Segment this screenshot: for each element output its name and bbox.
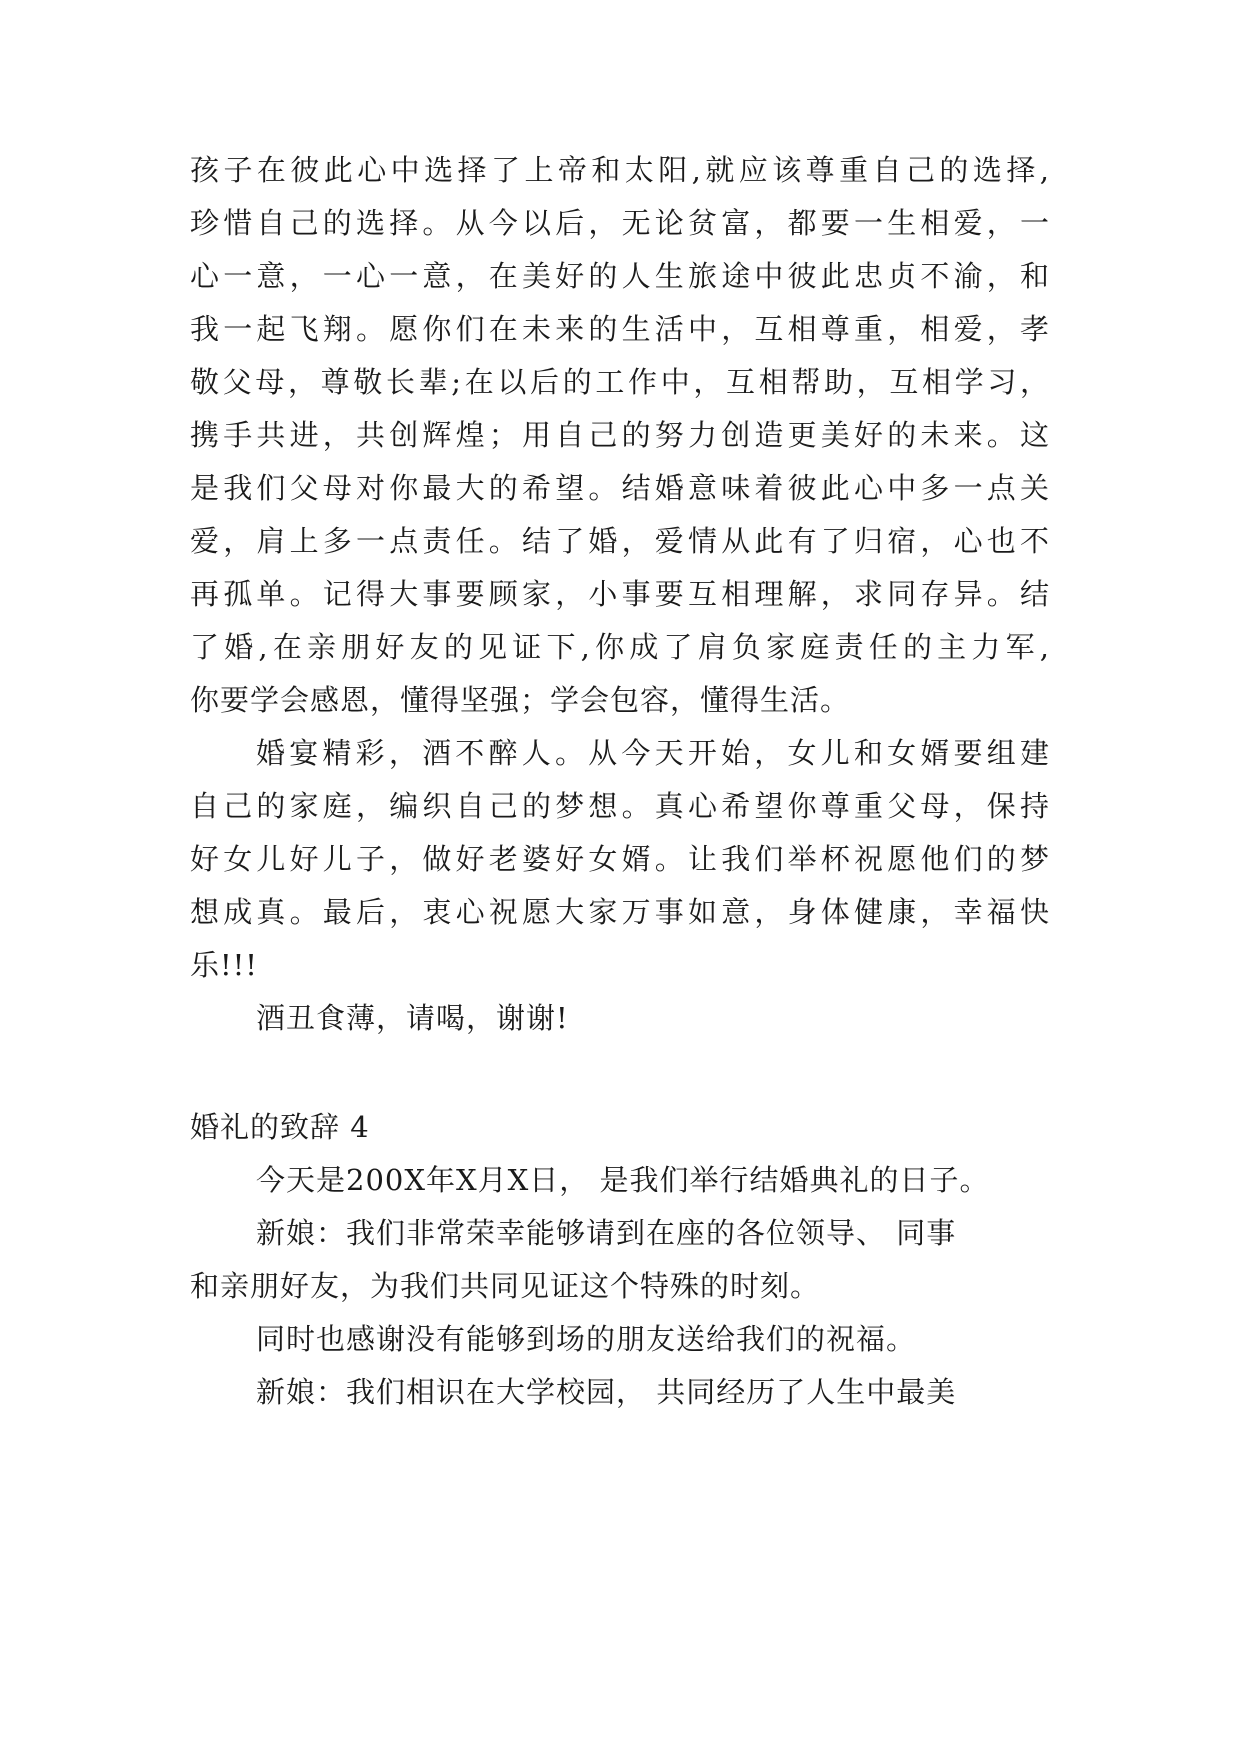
text-line: 和亲朋好友，为我们共同见证这个特殊的时刻。 (190, 1269, 821, 1303)
text-line: 敬父母，尊敬长辈;在以后的工作中，互相帮助，互相学习， (190, 365, 1050, 399)
text-line: 好女儿好儿子，做好老婆好女婿。让我们举杯祝愿他们的梦 (190, 842, 1050, 876)
text-line: 新娘：我们非常荣幸能够请到在座的各位领导、 同事 (256, 1216, 957, 1250)
text-line: 你要学会感恩，懂得坚强；学会包容，懂得生活。 (190, 683, 851, 717)
text-line: 爱，肩上多一点责任。结了婚，爱情从此有了归宿，心也不 (190, 524, 1050, 558)
text-line: 了婚,在亲朋好友的见证下,你成了肩负家庭责任的主力军, (190, 630, 1050, 664)
text-line: 自己的家庭，编织自己的梦想。真心希望你尊重父母，保持 (190, 789, 1050, 823)
text-line: 携手共进，共创辉煌；用自己的努力创造更美好的未来。这 (190, 418, 1050, 452)
text-line: 想成真。最后，衷心祝愿大家万事如意，身体健康，幸福快 (190, 895, 1050, 929)
text-line: 同时也感谢没有能够到场的朋友送给我们的祝福。 (256, 1322, 917, 1356)
text-line: 再孤单。记得大事要顾家，小事要互相理解，求同存异。结 (190, 577, 1050, 611)
text-line: 珍惜自己的选择。从今以后，无论贫富，都要一生相爱，一 (190, 206, 1050, 240)
text-line: 是我们父母对你最大的希望。结婚意味着彼此心中多一点关 (190, 471, 1050, 505)
text-line: 心一意，一心一意，在美好的人生旅途中彼此忠贞不渝，和 (190, 259, 1050, 293)
closing-line: 酒丑食薄，请喝，谢谢! (256, 1001, 569, 1035)
text-line: 今天是200X年X月X日， 是我们举行结婚典礼的日子。 (256, 1163, 990, 1197)
text-line: 婚宴精彩，酒不醉人。从今天开始，女儿和女婿要组建 (256, 736, 1050, 770)
text-line: 新娘：我们相识在大学校园， 共同经历了人生中最美 (256, 1375, 957, 1409)
text-line: 乐!!! (190, 948, 258, 982)
section-heading: 婚礼的致辞 4 (190, 1110, 370, 1144)
text-line: 我一起飞翔。愿你们在未来的生活中，互相尊重，相爱，孝 (190, 312, 1050, 346)
text-line: 孩子在彼此心中选择了上帝和太阳,就应该尊重自己的选择, (190, 153, 1050, 187)
